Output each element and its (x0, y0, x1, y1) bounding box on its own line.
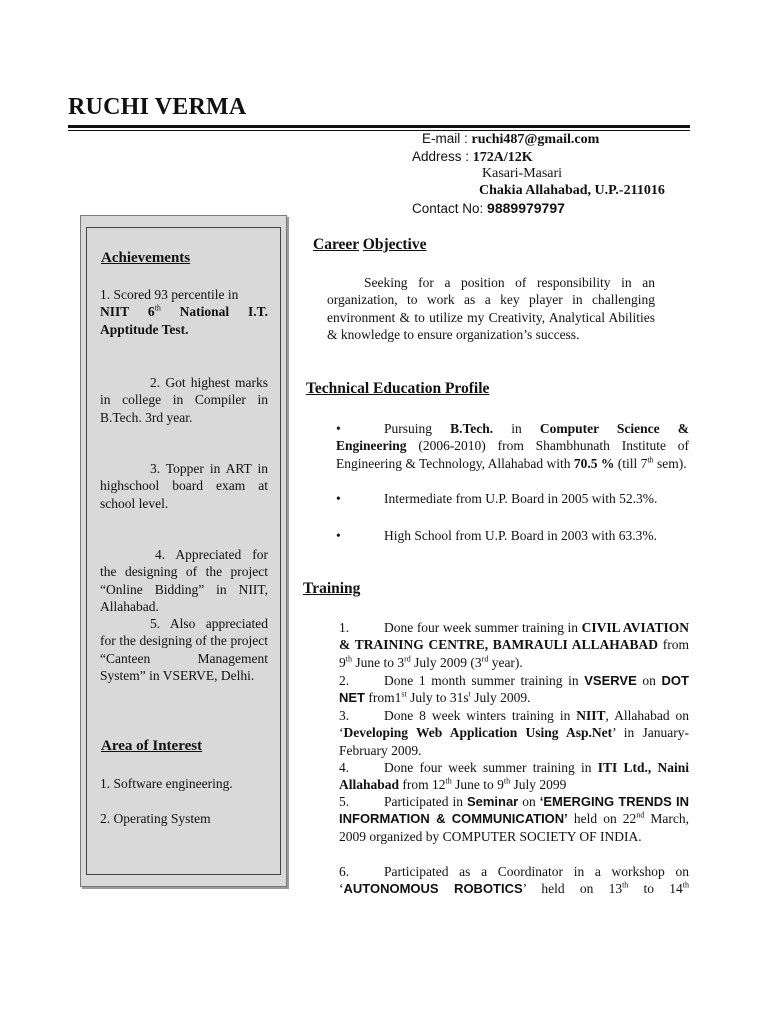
address-line-1: Address : 172A/12K (412, 149, 533, 165)
achievement-item-4: 4. Appreciated for the designing of the project “Online Bidding” in NIIT, Allahabad. (100, 547, 268, 615)
sidebar-inner-frame (86, 227, 281, 875)
interest-item-2: 2. Operating System (100, 811, 211, 826)
training-item-6: 6. Participated as a Coordinator in a workshop on ‘AUTONOMOUS ROBOTICS’ held on 13th to 14th (339, 864, 689, 897)
training-item-1: 1. Done four week summer training in CIVIL AVIATION & TRAINING CENTRE, BAMRAULI ALLAHABAD from 9th June to 3rd July 2009 (3rd year). (339, 620, 689, 670)
training-item-4: 4. Done four week summer training in ITI Ltd., Naini Allahabad from 12th June to 9th July 2099 (339, 760, 690, 793)
achievement-item-3: 3. Topper in ART in highschool board exam at school level. (100, 461, 268, 511)
training-item-5: 5. Participated in Seminar on ‘EMERGING TRENDS IN INFORMATION & COMMUNICATION’ held on 22nd March, 2009 organized by COMPUTER SOCIETY OF INDIA. (339, 794, 690, 844)
email-line: E-mail : ruchi487@gmail.com (422, 131, 600, 147)
email-value: ruchi487@gmail.com (471, 132, 600, 147)
phone-value: 9889979797 (487, 200, 565, 216)
education-heading: Technical Education Profile (306, 380, 490, 397)
address-line-2: Kasari-Masari (482, 166, 563, 181)
education-item-2: • Intermediate from U.P. Board in 2005 with 52.3%. (336, 491, 658, 506)
education-item-3: • High School from U.P. Board in 2003 with 63.3%. (336, 528, 657, 543)
education-item-1: • Pursuing B.Tech. in Computer Science & Engineering (2006-2010) from Shambhunath Institute of Engineering & Technology, Allahabad with 70.5 % (till 7th sem). (336, 421, 689, 471)
career-objective-heading: Career Objective (313, 236, 427, 253)
career-objective-text: Seeking for a position of responsibility in an organization, to work as a key player in challenging environment & to utilize my Creativity, Analytical Abilities & knowledge to ensure organization’s success. (327, 275, 655, 343)
interest-heading: Area of Interest (101, 738, 203, 754)
training-item-3: 3. Done 8 week winters training in NIIT, Allahabad on ‘Developing Web Application Using Asp.Net’ in January-February 2009. (339, 708, 689, 758)
achievement-item-5: 5. Also appreciated for the designing of the project “Canteen Management System” in VSERVE, Delhi. (100, 616, 268, 684)
header-rule-thick (68, 125, 690, 128)
training-item-2: 2. Done 1 month summer training in VSERVE on DOT NET from1st July to $31s^t$ July 2009. (339, 673, 689, 706)
interest-item-1: 1. Software engineering. (100, 776, 233, 791)
phone-line: Contact No: 9889979797 (412, 200, 565, 216)
achievement-item-2: 2. Got highest marks in college in Compiler in B.Tech. 3rd year. (100, 375, 268, 425)
candidate-name: RUCHI VERMA (68, 94, 247, 120)
training-heading: Training (303, 580, 361, 597)
achievement-item: 1. Scored 93 percentile in (100, 287, 239, 302)
address-line-3: Chakia Allahabad, U.P.-211016 (479, 183, 665, 198)
sidebar-panel (80, 215, 287, 887)
achievements-heading: Achievements (101, 250, 191, 266)
achievement-item-1: NIIT 6th National I.T. Apptitude Test. (100, 303, 268, 337)
